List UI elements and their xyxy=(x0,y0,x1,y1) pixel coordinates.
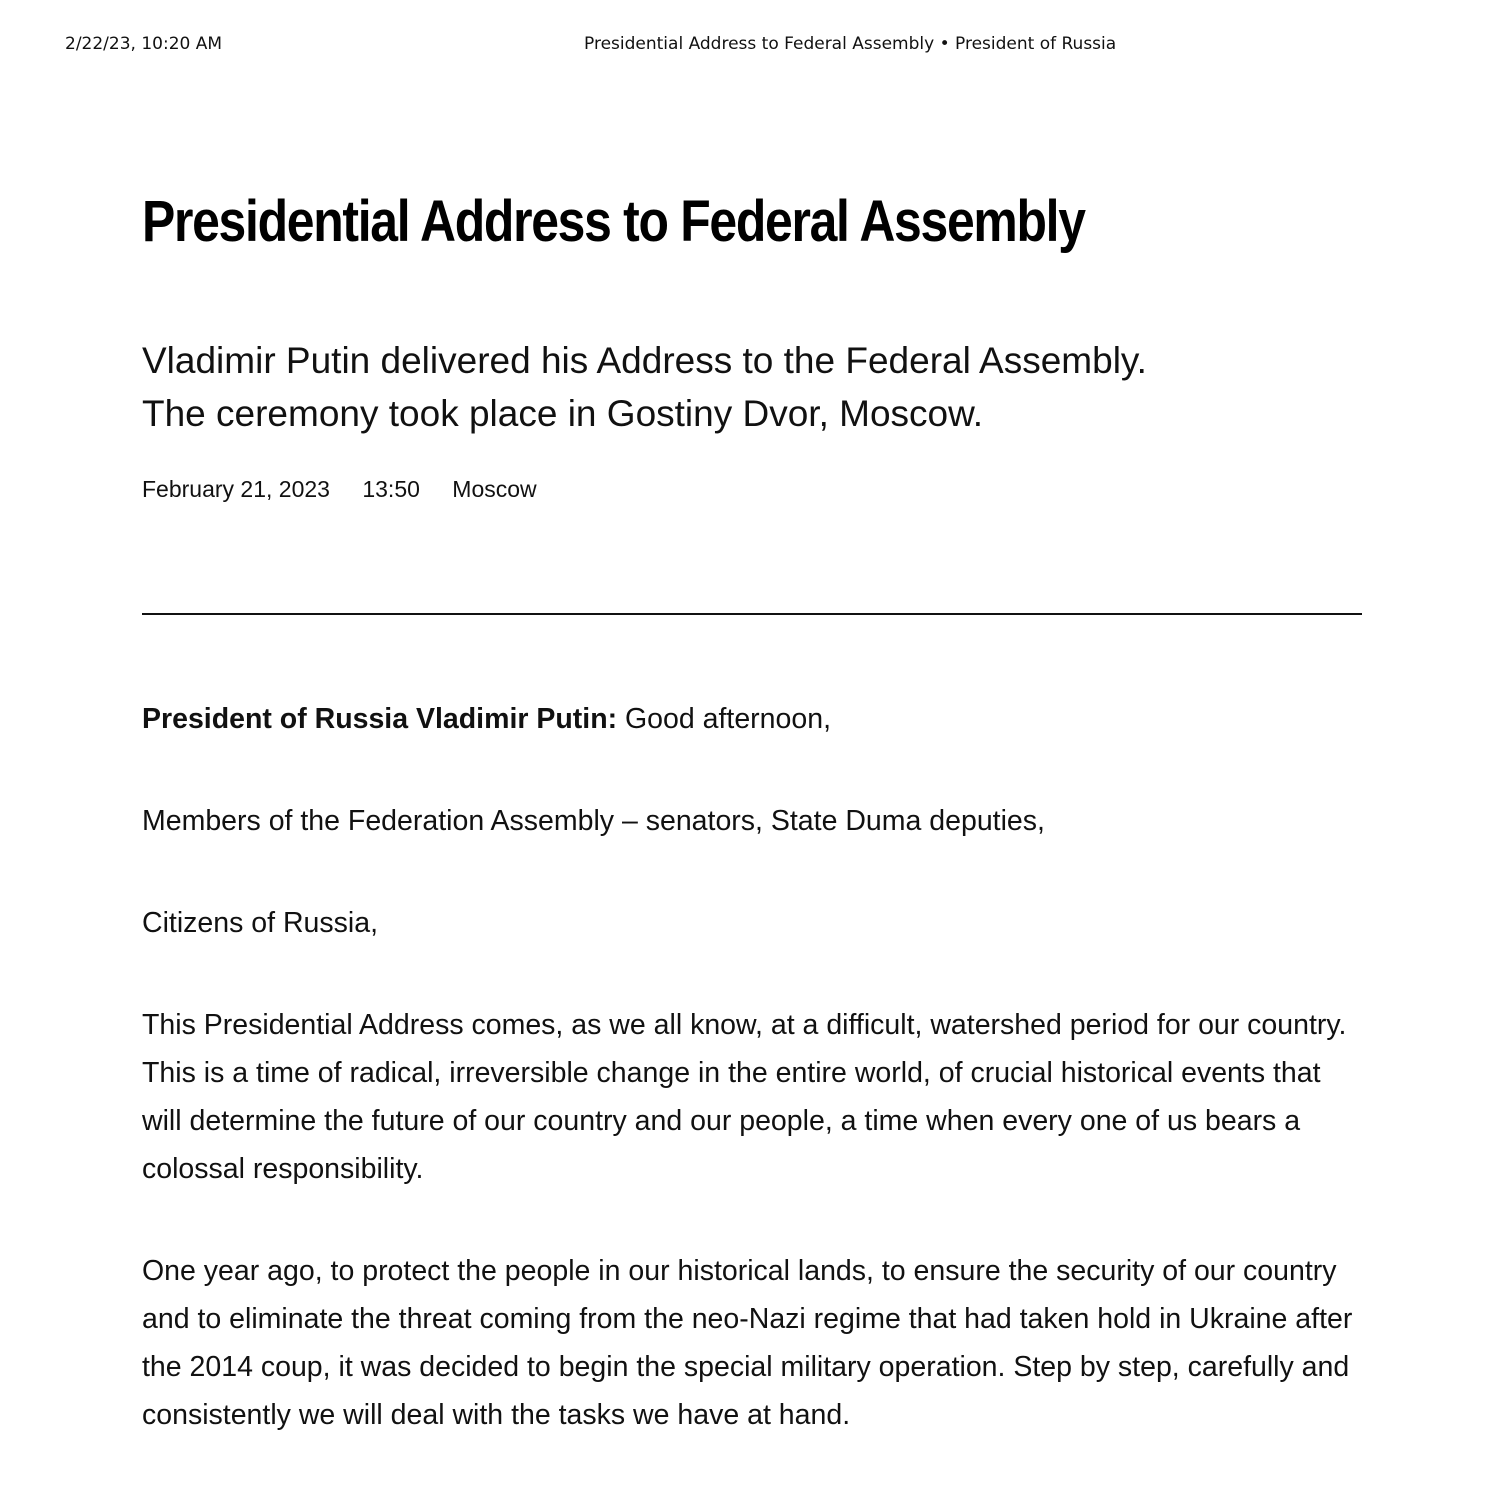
article-body xyxy=(142,695,1357,1493)
lead-line-2: The ceremony took place in Gostiny Dvor, Moscow. xyxy=(142,393,984,434)
paragraph: Citizens of Russia, xyxy=(142,907,379,939)
paragraph-text: Good afternoon, xyxy=(617,703,831,735)
paragraph: Members of the Federation Assembly – senators, State Duma deputies, xyxy=(142,805,1045,837)
paragraph xyxy=(142,695,1357,743)
paragraph: This Presidential Address comes, as we all know, at a difficult, watershed period for our country. This is a time of radical, irreversible change in the entire world, of crucial historical events that will determine the future of our country and our people, a time when every one of us bears a colossal responsibility. xyxy=(142,1009,1347,1185)
print-date: 2/22/23, 10:20 AM xyxy=(65,34,223,54)
article-meta xyxy=(142,476,563,503)
article-lead xyxy=(142,334,1342,440)
print-page-title: Presidential Address to Federal Assembly • President of Russia xyxy=(584,34,1117,54)
divider xyxy=(142,613,1362,615)
meta-place: Moscow xyxy=(452,476,537,502)
page-bottom-edge xyxy=(0,1488,1500,1500)
meta-date: February 21, 2023 xyxy=(142,476,330,502)
print-header xyxy=(0,34,1500,58)
lead-line-1: Vladimir Putin delivered his Address to the Federal Assembly. xyxy=(142,340,1147,381)
meta-time: 13:50 xyxy=(362,476,420,502)
paragraph: One year ago, to protect the people in our historical lands, to ensure the security of our country and to eliminate the threat coming from the neo-Nazi regime that had taken hold in Ukraine after the 2014 coup, it was decided to begin the special military operation. Step by step, carefully and consistently we will deal with the tasks we have at hand. xyxy=(142,1255,1353,1431)
speaker-name: President of Russia Vladimir Putin: xyxy=(142,703,618,735)
page-title: Presidential Address to Federal Assembly xyxy=(142,189,1085,254)
